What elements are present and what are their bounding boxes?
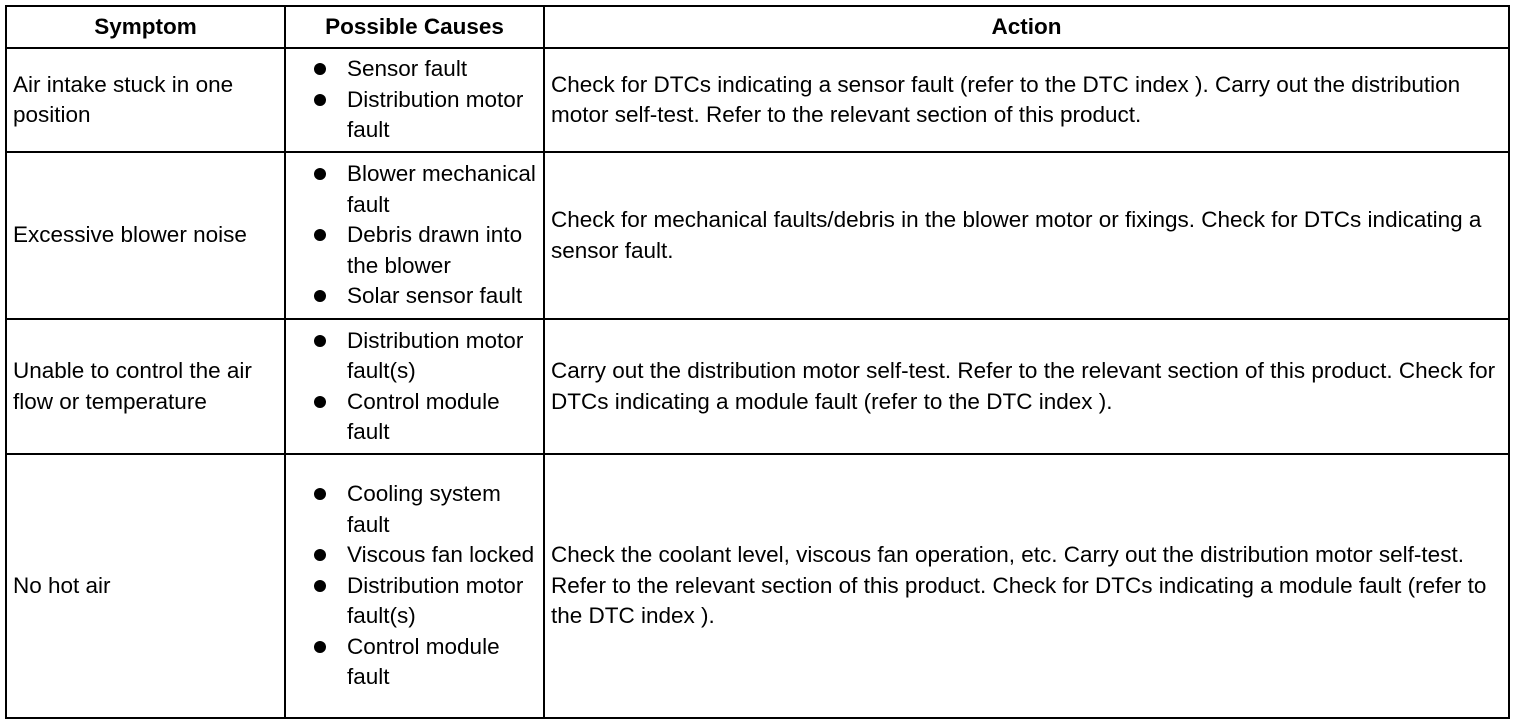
table-header bbox=[6, 6, 1509, 48]
table-row bbox=[6, 152, 1509, 319]
diagnostic-table bbox=[5, 5, 1510, 719]
symptom-cell: No hot air bbox=[6, 454, 285, 718]
symptom-cell: Air intake stuck in one position bbox=[6, 48, 285, 152]
causes-cell bbox=[285, 454, 544, 718]
cause-item: Distribution motor fault(s) bbox=[314, 326, 537, 387]
causes-list bbox=[292, 479, 537, 693]
causes-cell bbox=[285, 152, 544, 319]
cause-item: Debris drawn into the blower bbox=[314, 220, 537, 281]
causes-list bbox=[292, 159, 537, 312]
header-symptom: Symptom bbox=[6, 6, 285, 48]
header-possible-causes: Possible Causes bbox=[285, 6, 544, 48]
cause-item: Distribution motor fault(s) bbox=[314, 571, 537, 632]
cause-item: Control module fault bbox=[314, 632, 537, 693]
cause-item: Control module fault bbox=[314, 387, 537, 448]
causes-list bbox=[292, 54, 537, 146]
header-action: Action bbox=[544, 6, 1509, 48]
causes-cell bbox=[285, 319, 544, 454]
cause-item: Cooling system fault bbox=[314, 479, 537, 540]
table-row bbox=[6, 48, 1509, 152]
header-row bbox=[6, 6, 1509, 48]
cause-item: Viscous fan locked bbox=[314, 540, 537, 571]
symptom-cell: Unable to control the air flow or temperature bbox=[6, 319, 285, 454]
action-cell: Check for DTCs indicating a sensor fault (refer to the DTC index ). Carry out the distribution motor self-test. Refer to the relevant section of this product. bbox=[544, 48, 1509, 152]
table-row bbox=[6, 454, 1509, 718]
table-body bbox=[6, 48, 1509, 718]
action-cell: Check the coolant level, viscous fan operation, etc. Carry out the distribution motor self-test. Refer to the relevant section of this product. Check for DTCs indicating a module fault (refer to the DTC index ). bbox=[544, 454, 1509, 718]
causes-cell bbox=[285, 48, 544, 152]
cause-item: Blower mechanical fault bbox=[314, 159, 537, 220]
causes-list bbox=[292, 326, 537, 448]
symptom-cell: Excessive blower noise bbox=[6, 152, 285, 319]
table-row bbox=[6, 319, 1509, 454]
action-cell: Carry out the distribution motor self-test. Refer to the relevant section of this product. Check for DTCs indicating a module fault (refer to the DTC index ). bbox=[544, 319, 1509, 454]
cause-item: Distribution motor fault bbox=[314, 85, 537, 146]
cause-item: Sensor fault bbox=[314, 54, 537, 85]
action-cell: Check for mechanical faults/debris in the blower motor or fixings. Check for DTCs indicating a sensor fault. bbox=[544, 152, 1509, 319]
cause-item: Solar sensor fault bbox=[314, 281, 537, 312]
